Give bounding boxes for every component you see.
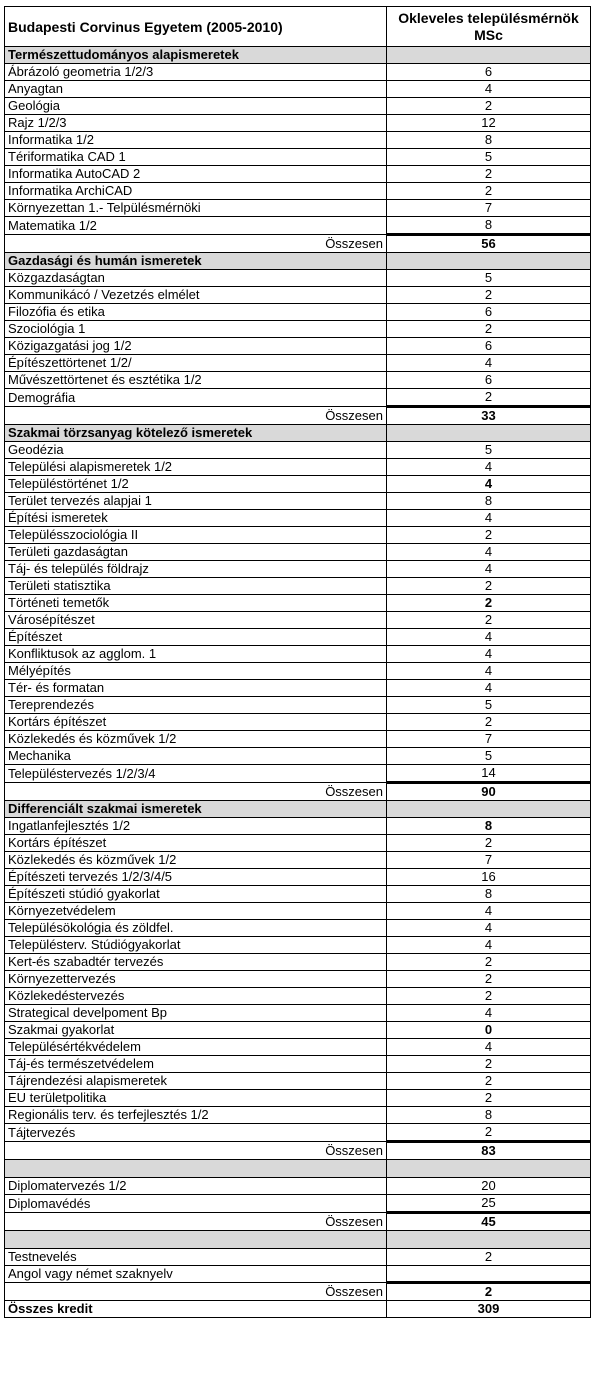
total-label: Összesen [5, 407, 387, 425]
total-value: 33 [387, 407, 591, 425]
course-credits: 2 [387, 287, 591, 304]
course-credits: 2 [387, 183, 591, 200]
course-name: Tájtervezés [5, 1124, 387, 1142]
course-credits: 4 [387, 1005, 591, 1022]
table-body [5, 47, 591, 1318]
course-credits: 6 [387, 338, 591, 355]
course-credits: 5 [387, 748, 591, 765]
course-name: Ingatlanfejlesztés 1/2 [5, 818, 387, 835]
total-label: Összesen [5, 783, 387, 801]
course-name: Építészeti stúdió gyakorlat [5, 886, 387, 903]
section-title-empty-cell [387, 47, 591, 64]
course-row [5, 132, 591, 149]
course-row [5, 765, 591, 783]
course-credits: 4 [387, 1039, 591, 1056]
course-name: Kommunikácó / Vezetzés elmélet [5, 287, 387, 304]
course-credits: 2 [387, 971, 591, 988]
course-name: EU területpolitika [5, 1090, 387, 1107]
course-row [5, 1195, 591, 1213]
total-label: Összesen [5, 1283, 387, 1301]
section-header [5, 47, 591, 64]
course-name: Településtervezés 1/2/3/4 [5, 765, 387, 783]
course-name: Szociológia 1 [5, 321, 387, 338]
section-title-empty-cell [387, 253, 591, 270]
course-row [5, 869, 591, 886]
course-name: Közgazdaságtan [5, 270, 387, 287]
course-credits: 8 [387, 132, 591, 149]
course-credits: 2 [387, 321, 591, 338]
course-name: Történeti temetők [5, 595, 387, 612]
grand-total-row [5, 1301, 591, 1318]
course-row [5, 321, 591, 338]
course-row [5, 270, 591, 287]
course-row [5, 304, 591, 321]
course-row [5, 1178, 591, 1195]
program-title-line1: Okleveles településmérnök [398, 9, 579, 26]
course-row [5, 81, 591, 98]
course-row [5, 954, 591, 971]
course-name: Építési ismeretek [5, 510, 387, 527]
course-row [5, 629, 591, 646]
section-total-row [5, 1213, 591, 1231]
course-name: Matematika 1/2 [5, 217, 387, 235]
course-row [5, 115, 591, 132]
program-title [387, 7, 591, 47]
course-row [5, 200, 591, 217]
course-credits: 25 [387, 1195, 591, 1213]
section-title: Differenciált szakmai ismeretek [5, 801, 387, 818]
course-name: Konfliktusok az agglom. 1 [5, 646, 387, 663]
course-row [5, 697, 591, 714]
course-row [5, 1249, 591, 1266]
course-name: Közlekedés és közművek 1/2 [5, 731, 387, 748]
course-name: Művészettörtenet és esztétika 1/2 [5, 372, 387, 389]
total-value: 56 [387, 235, 591, 253]
total-label: Összesen [5, 1213, 387, 1231]
course-name: Informatika ArchiCAD [5, 183, 387, 200]
course-name: Táj-és természetvédelem [5, 1056, 387, 1073]
course-name: Tereprendezés [5, 697, 387, 714]
course-name: Regionális terv. és terfejlesztés 1/2 [5, 1107, 387, 1124]
course-credits: 4 [387, 561, 591, 578]
course-credits: 16 [387, 869, 591, 886]
course-row [5, 64, 591, 81]
course-name: Mechanika [5, 748, 387, 765]
course-credits: 4 [387, 663, 591, 680]
course-row [5, 149, 591, 166]
course-row [5, 731, 591, 748]
course-row [5, 476, 591, 493]
course-credits: 2 [387, 714, 591, 731]
section-total-row [5, 235, 591, 253]
course-row [5, 595, 591, 612]
course-credits: 2 [387, 1073, 591, 1090]
course-row [5, 442, 591, 459]
course-row [5, 287, 591, 304]
course-row [5, 561, 591, 578]
curriculum-table [4, 6, 591, 1318]
course-row [5, 852, 591, 869]
course-credits: 6 [387, 64, 591, 81]
course-row [5, 355, 591, 372]
course-name: Kortárs építészet [5, 835, 387, 852]
course-row [5, 1056, 591, 1073]
course-row [5, 646, 591, 663]
section-header [5, 425, 591, 442]
section-header [5, 253, 591, 270]
course-credits: 0 [387, 1022, 591, 1039]
course-name: Szakmai gyakorlat [5, 1022, 387, 1039]
course-name: Mélyépítés [5, 663, 387, 680]
course-row [5, 988, 591, 1005]
course-row [5, 714, 591, 731]
blank-separator-row [5, 1160, 591, 1178]
course-credits: 6 [387, 372, 591, 389]
course-credits: 4 [387, 81, 591, 98]
course-row [5, 886, 591, 903]
course-credits: 2 [387, 835, 591, 852]
course-row [5, 217, 591, 235]
course-row [5, 372, 591, 389]
course-name: Településtörténet 1/2 [5, 476, 387, 493]
course-name: Építészettörtenet 1/2/ [5, 355, 387, 372]
course-name: Építészeti tervezés 1/2/3/4/5 [5, 869, 387, 886]
section-title-empty-cell [387, 801, 591, 818]
course-row [5, 1090, 591, 1107]
course-row [5, 663, 591, 680]
course-row [5, 183, 591, 200]
course-credits: 2 [387, 954, 591, 971]
course-row [5, 1073, 591, 1090]
course-name: Közlekedéstervezés [5, 988, 387, 1005]
course-row [5, 1124, 591, 1142]
course-credits: 8 [387, 1107, 591, 1124]
course-name: Terület tervezés alapjai 1 [5, 493, 387, 510]
course-credits: 2 [387, 612, 591, 629]
course-row [5, 578, 591, 595]
course-row [5, 166, 591, 183]
section-total-row [5, 1142, 591, 1160]
course-credits: 8 [387, 818, 591, 835]
course-credits: 4 [387, 355, 591, 372]
course-name: Rajz 1/2/3 [5, 115, 387, 132]
course-name: Geológia [5, 98, 387, 115]
course-row [5, 680, 591, 697]
section-total-row [5, 407, 591, 425]
course-row [5, 527, 591, 544]
course-name: Angol vagy német szaknyelv [5, 1266, 387, 1283]
grand-total-label: Összes kredit [5, 1301, 387, 1318]
course-row [5, 818, 591, 835]
course-credits: 8 [387, 886, 591, 903]
course-credits: 4 [387, 920, 591, 937]
course-credits: 5 [387, 442, 591, 459]
course-row [5, 903, 591, 920]
course-credits: 4 [387, 510, 591, 527]
header-row [5, 7, 591, 47]
course-name: Táj- és település földrajz [5, 561, 387, 578]
section-header [5, 801, 591, 818]
total-label: Összesen [5, 1142, 387, 1160]
course-name: Területi gazdaságtan [5, 544, 387, 561]
course-credits: 2 [387, 1090, 591, 1107]
course-credits: 14 [387, 765, 591, 783]
course-credits [387, 1266, 591, 1283]
course-credits: 4 [387, 903, 591, 920]
course-row [5, 389, 591, 407]
course-name: Kortárs építészet [5, 714, 387, 731]
course-name: Kert-és szabadtér tervezés [5, 954, 387, 971]
course-name: Tér- és formatan [5, 680, 387, 697]
course-credits: 5 [387, 149, 591, 166]
course-name: Ábrázoló geometria 1/2/3 [5, 64, 387, 81]
total-value: 83 [387, 1142, 591, 1160]
course-credits: 2 [387, 389, 591, 407]
university-title: Budapesti Corvinus Egyetem (2005-2010) [5, 7, 387, 47]
course-credits: 7 [387, 200, 591, 217]
course-credits: 4 [387, 544, 591, 561]
total-label: Összesen [5, 235, 387, 253]
course-credits: 8 [387, 217, 591, 235]
course-name: Tériformatika CAD 1 [5, 149, 387, 166]
course-row [5, 338, 591, 355]
blank-separator-row [5, 1231, 591, 1249]
course-row [5, 920, 591, 937]
course-credits: 4 [387, 680, 591, 697]
program-title-line2: MSc [474, 26, 503, 43]
total-value: 2 [387, 1283, 591, 1301]
course-name: Közlekedés és közművek 1/2 [5, 852, 387, 869]
course-name: Környezettan 1.- Telpülésmérnöki [5, 200, 387, 217]
course-name: Anyagtan [5, 81, 387, 98]
course-row [5, 1266, 591, 1283]
course-credits: 6 [387, 304, 591, 321]
course-row [5, 459, 591, 476]
course-name: Informatika AutoCAD 2 [5, 166, 387, 183]
course-row [5, 493, 591, 510]
course-row [5, 612, 591, 629]
course-credits: 2 [387, 1056, 591, 1073]
course-credits: 5 [387, 697, 591, 714]
course-credits: 2 [387, 166, 591, 183]
course-row [5, 1005, 591, 1022]
course-name: Diplomavédés [5, 1195, 387, 1213]
section-title: Természettudományos alapismeretek [5, 47, 387, 64]
course-name: Építészet [5, 629, 387, 646]
section-title: Gazdasági és humán ismeretek [5, 253, 387, 270]
section-total-row [5, 783, 591, 801]
course-name: Környezetvédelem [5, 903, 387, 920]
course-credits: 4 [387, 629, 591, 646]
course-row [5, 544, 591, 561]
course-row [5, 1022, 591, 1039]
course-name: Településökológia és zöldfel. [5, 920, 387, 937]
course-credits: 12 [387, 115, 591, 132]
course-credits: 5 [387, 270, 591, 287]
course-row [5, 510, 591, 527]
course-name: Strategical develpoment Bp [5, 1005, 387, 1022]
course-name: Filozófia és etika [5, 304, 387, 321]
course-name: Környezettervezés [5, 971, 387, 988]
course-name: Városépítészet [5, 612, 387, 629]
course-name: Diplomatervezés 1/2 [5, 1178, 387, 1195]
total-value: 90 [387, 783, 591, 801]
grand-total-value: 309 [387, 1301, 591, 1318]
course-credits: 4 [387, 937, 591, 954]
course-credits: 7 [387, 852, 591, 869]
course-credits: 2 [387, 1249, 591, 1266]
course-name: Tájrendezési alapismeretek [5, 1073, 387, 1090]
course-name: Településértékvédelem [5, 1039, 387, 1056]
course-row [5, 835, 591, 852]
course-name: Geodézia [5, 442, 387, 459]
course-name: Közigazgatási jog 1/2 [5, 338, 387, 355]
course-credits: 2 [387, 98, 591, 115]
course-credits: 2 [387, 527, 591, 544]
total-value: 45 [387, 1213, 591, 1231]
course-name: Testnevelés [5, 1249, 387, 1266]
course-name: Településszociológia II [5, 527, 387, 544]
course-credits: 4 [387, 459, 591, 476]
course-name: Települési alapismeretek 1/2 [5, 459, 387, 476]
section-title: Szakmai törzsanyag kötelező ismeretek [5, 425, 387, 442]
course-credits: 2 [387, 988, 591, 1005]
course-name: Területi statisztika [5, 578, 387, 595]
course-name: Informatika 1/2 [5, 132, 387, 149]
course-name: Demográfia [5, 389, 387, 407]
course-credits: 2 [387, 1124, 591, 1142]
course-credits: 2 [387, 578, 591, 595]
course-credits: 8 [387, 493, 591, 510]
course-credits: 2 [387, 595, 591, 612]
course-row [5, 937, 591, 954]
section-total-row [5, 1283, 591, 1301]
course-credits: 7 [387, 731, 591, 748]
course-row [5, 98, 591, 115]
section-title-empty-cell [387, 425, 591, 442]
course-row [5, 1107, 591, 1124]
course-credits: 4 [387, 476, 591, 493]
course-credits: 20 [387, 1178, 591, 1195]
course-name: Településterv. Stúdiógyakorlat [5, 937, 387, 954]
course-credits: 4 [387, 646, 591, 663]
course-row [5, 748, 591, 765]
course-row [5, 1039, 591, 1056]
course-row [5, 971, 591, 988]
